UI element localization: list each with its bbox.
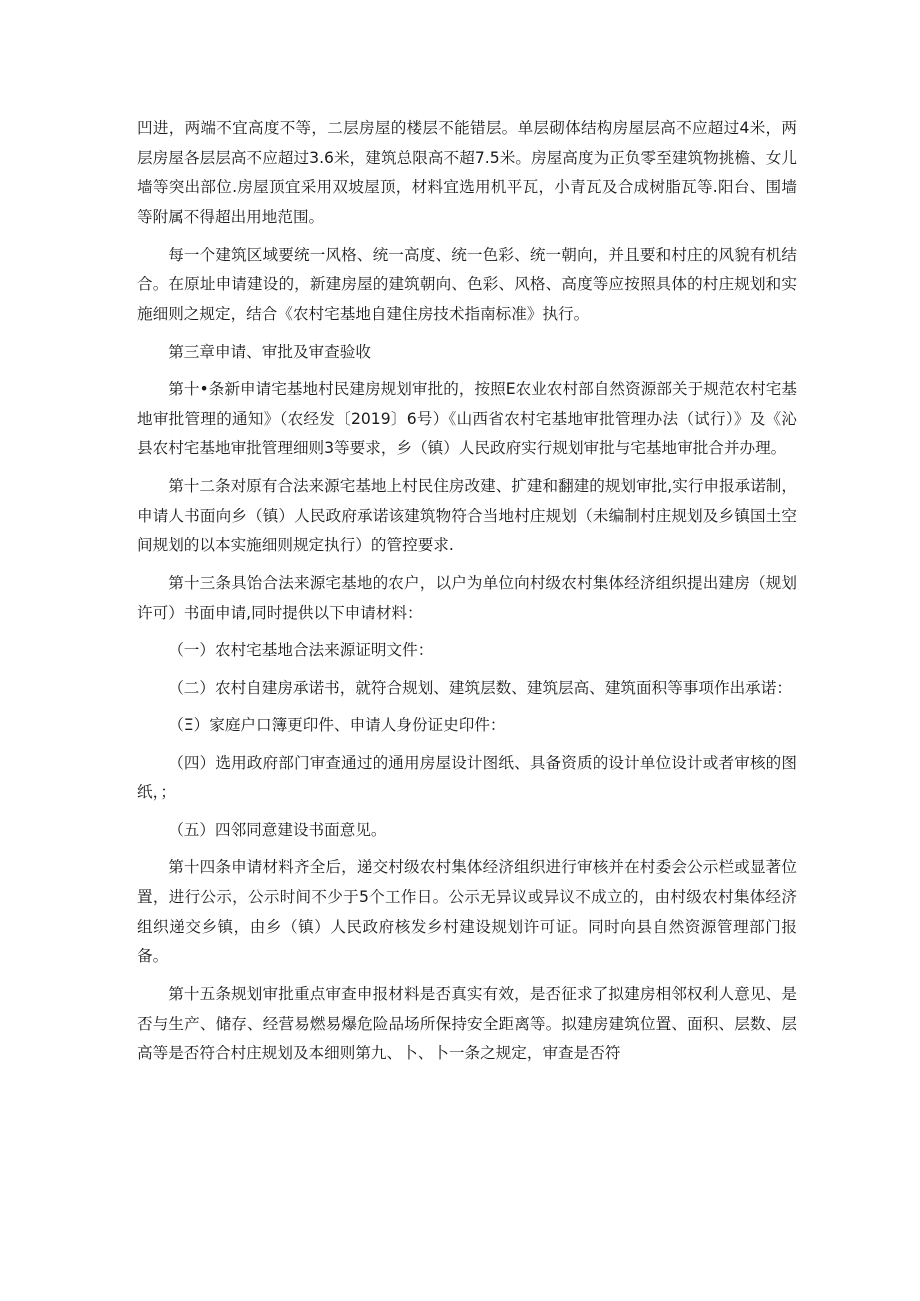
article-15: 第十五条规划审批重点审查申报材料是否真实有效，是否征求了拟建房相邻权利人意见、是否与生产、储存、经营易燃易爆危险品场所保持安全距离等。拟建房建筑位置、面积、层数、层高等是否符合村庄规划及本细则第九、卜、卜一条之规定，审查是否符 <box>137 984 797 1063</box>
list-item-4: （四）选用政府部门审查通过的通用房屋设计图纸、具备资质的设计单位设计或者审核的图纸，； <box>137 753 797 802</box>
article-13: 第十三条具饴合法来源宅基地的农户，以户为单位向村级农村集体经济组织提出建房（规划许可）书面申请,同时提供以下申请材料： <box>137 573 797 622</box>
paragraph-continuation: 凹进，两端不宜高度不等，二层房屋的楼层不能错层。单层砌体结构房屋层高不应超过4米，两层房屋各层层高不应超过3.6米，建筑总限高不超7.5米。房屋高度为正负零至建筑物挑檐、女儿墙等突出部位.房屋顶宜采用双坡屋顶，材料宜选用机平瓦，小青瓦及合成树脂瓦等.阳台、围墙等附属不得超出用地范围。 <box>137 119 797 227</box>
chapter-heading: 第三章申请、审批及审查验收 <box>168 342 371 361</box>
article-14: 第十四条申请材料齐全后，递交村级农村集体经济组织进行审核并在村委会公示栏或显著位置，进行公示，公示时间不少于5个工作日。公示无异议或异议不成立的，由村级农村集体经济组织递交乡镇，由乡（镇）人民政府核发乡村建设规划许可证。同时向县自然资源管理部门报备。 <box>137 858 797 966</box>
list-item-5: （五）四邻同意建设书面意见。 <box>168 820 387 839</box>
list-item-3: （Ξ）家庭户口簿更印件、申请人身份证史印件： <box>168 716 506 735</box>
article-12: 第十二条对原有合法来源宅基地上村民住房改建、扩建和翻建的规划审批,实行申报承诺制，申请人书面向乡（镇）人民政府承诺该建筑物符合当地村庄规划（未编制村庄规划及乡镇国土空间规划的以本实施细则规定执行）的管控要求. <box>137 476 797 555</box>
list-item-1: （一）农村宅基地合法来源证明文件： <box>168 641 434 660</box>
document-body <box>137 114 797 1069</box>
article-11: 第十•条新申请宅基地村民建房规划审批的，按照E农业农村部自然资源部关于规范农村宅基地审批管理的通知》（农经发〔2019〕6号）《山西省农村宅基地审批管理办法（试行）》及《沁县农村宅基地审批管理细则3等要求，乡（镇）人民政府实行规划审批与宅基地审批合并办理。 <box>137 380 797 458</box>
list-item-2: （二）农村自建房承诺书，就符合规划、建筑层数、建筑层高、建筑面积等事项作出承诺： <box>168 678 792 697</box>
paragraph-style-unity: 每一个建筑区域要统一风格、统一高度、统一色彩、统一朝向，并且要和村庄的风貌有机结合。在原址申请建设的，新建房屋的建筑朝向、色彩、风格、高度等应按照具体的村庄规划和实施细则之规定，结合《农村宅基地自建住房技术指南标准》执行。 <box>137 245 797 324</box>
